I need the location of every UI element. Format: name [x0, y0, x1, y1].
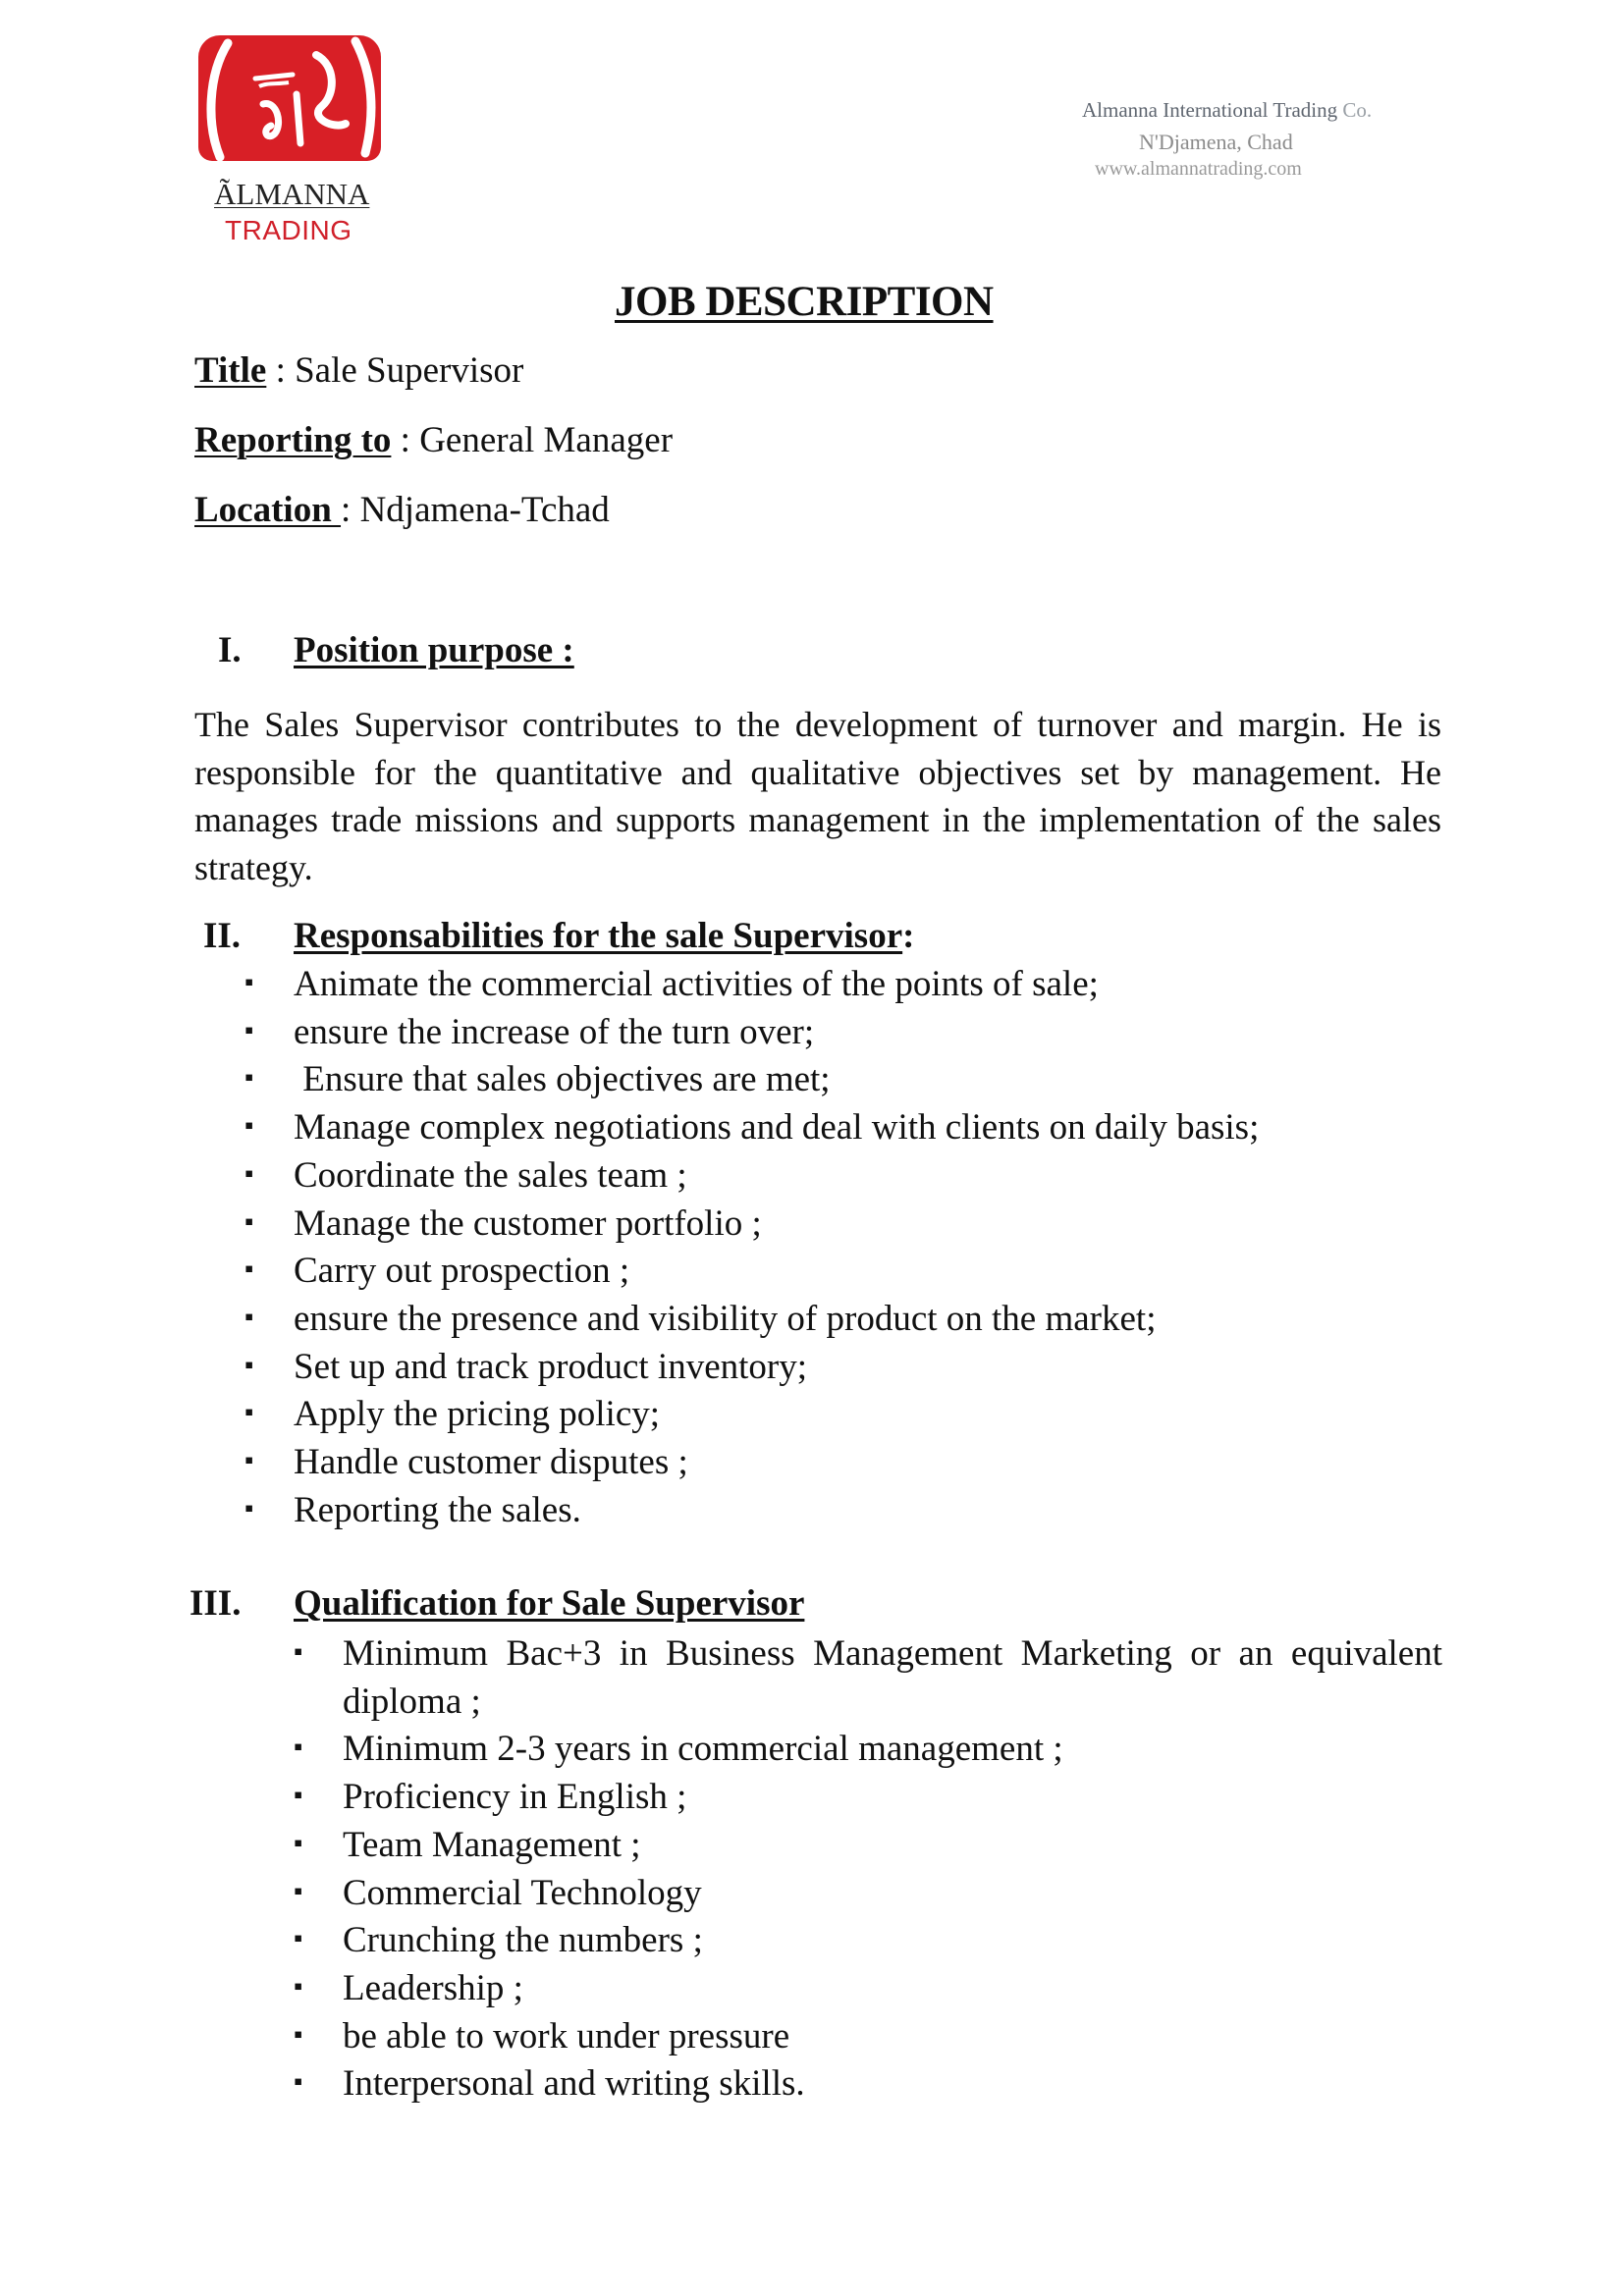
company-website[interactable]: www.almannatrading.com — [1095, 158, 1302, 180]
list-item — [244, 1009, 1259, 1057]
bullet-icon: ▪ — [244, 1302, 254, 1331]
field-value: Ndjamena-Tchad — [359, 490, 610, 530]
bullet-icon: ▪ — [294, 1781, 303, 1810]
bullet-icon: ▪ — [294, 1924, 303, 1953]
field-reporting-to — [194, 419, 673, 461]
brand-name: ÃLMANNA — [214, 177, 370, 211]
list-item — [244, 961, 1259, 1009]
list-item-text: Minimum 2-3 years in commercial management ; — [343, 1729, 1063, 1770]
list-item-text: Minimum Bac+3 in Business Management Marketing or an equivalent diploma ; — [343, 1633, 1442, 1722]
bullet-icon: ▪ — [244, 1493, 254, 1522]
section-heading-responsabilities — [294, 915, 914, 957]
company-suffix: Co. — [1342, 98, 1373, 122]
field-separator: : — [341, 490, 360, 530]
list-item-text: Interpersonal and writing skills. — [343, 2063, 805, 2105]
list-item — [294, 1870, 1442, 1918]
list-item-text: ensure the presence and visibility of product on the market; — [294, 1298, 1157, 1339]
company-name — [1082, 98, 1372, 123]
almanna-calligraphy-icon — [198, 35, 381, 161]
list-item-text: Set up and track product inventory; — [294, 1346, 808, 1387]
bullet-icon: ▪ — [244, 1446, 254, 1475]
bullet-icon: ▪ — [294, 1637, 303, 1666]
list-item — [244, 1152, 1259, 1201]
list-item — [294, 1630, 1442, 1726]
list-item-text: Coordinate the sales team ; — [294, 1154, 687, 1196]
list-item-text: Manage complex negotiations and deal with clients on daily basis; — [294, 1107, 1260, 1148]
list-item-text: Commercial Technology — [343, 1872, 702, 1913]
section-heading-text: Responsabilities for the sale Supervisor — [294, 916, 903, 956]
bullet-icon: ▪ — [294, 2019, 303, 2049]
section-heading-text: Position purpose : — [294, 630, 574, 670]
field-label: Title — [194, 350, 267, 391]
bullet-icon: ▪ — [244, 1015, 254, 1044]
section-heading-position-purpose — [294, 629, 574, 671]
list-item — [294, 2060, 1442, 2109]
section-heading-qualification — [294, 1582, 804, 1625]
position-purpose-paragraph: The Sales Supervisor contributes to the development of turnover and margin. He is responsible for the quantitative and qualitative objectives set by management. He manages trade missions and supports management in the implementation of the sales strategy. — [194, 705, 1441, 887]
list-item — [294, 1917, 1442, 1965]
list-item — [244, 1056, 1259, 1104]
field-value: Sale Supervisor — [295, 350, 524, 391]
document-title: JOB DESCRIPTION — [615, 279, 994, 325]
list-item — [294, 1965, 1442, 2013]
list-item — [244, 1248, 1259, 1296]
bullet-icon: ▪ — [244, 1063, 254, 1093]
list-item — [294, 1774, 1442, 1822]
field-title — [194, 349, 523, 392]
qualifications-list — [294, 1630, 1442, 2109]
bullet-icon: ▪ — [244, 1158, 254, 1188]
list-item-text: Reporting the sales. — [294, 1489, 581, 1530]
bullet-icon: ▪ — [294, 1876, 303, 1905]
bullet-icon: ▪ — [294, 1828, 303, 1857]
list-item-text: Proficiency in English ; — [343, 1777, 687, 1818]
list-item-text: be able to work under pressure — [343, 2015, 790, 2056]
bullet-icon: ▪ — [244, 1111, 254, 1141]
bullet-icon: ▪ — [294, 1971, 303, 2001]
section-number: II. — [203, 916, 242, 956]
list-item-text: Carry out prospection ; — [294, 1251, 630, 1292]
list-item-text: Manage the customer portfolio ; — [294, 1202, 762, 1244]
list-item — [244, 1296, 1259, 1344]
field-label: Reporting to — [194, 420, 392, 460]
bullet-icon: ▪ — [294, 2067, 303, 2097]
list-item-text: Team Management ; — [343, 1824, 641, 1865]
section-number: I. — [218, 630, 242, 670]
section-heading-suffix: : — [902, 916, 915, 956]
field-separator: : — [266, 350, 296, 391]
bullet-icon: ▪ — [244, 1398, 254, 1427]
list-item-text: ensure the increase of the turn over; — [294, 1011, 815, 1052]
list-item-text: Animate the commercial activities of the points of sale; — [294, 964, 1099, 1004]
list-item-text: Crunching the numbers ; — [343, 1920, 703, 1961]
list-item-text: Apply the pricing policy; — [294, 1394, 661, 1435]
list-item-text: Ensure that sales objectives are met; — [294, 1059, 831, 1100]
bullet-icon: ▪ — [244, 968, 254, 996]
bullet-icon: ▪ — [244, 1206, 254, 1236]
field-location — [194, 489, 610, 531]
company-name-text: Almanna International Trading — [1082, 98, 1338, 122]
list-item — [244, 1391, 1259, 1439]
list-item — [244, 1344, 1259, 1392]
company-logo — [198, 35, 381, 161]
section-heading-text: Qualification for Sale Supervisor — [294, 1583, 805, 1624]
list-item — [244, 1104, 1260, 1152]
field-value: General Manager — [419, 420, 674, 460]
brand-subtitle: TRADING — [225, 215, 352, 245]
bullet-icon: ▪ — [294, 1733, 303, 1762]
list-item-text: Leadership ; — [343, 1967, 523, 2008]
list-item — [244, 1487, 1259, 1535]
list-item — [294, 1726, 1442, 1774]
field-label: Location — [194, 490, 342, 530]
bullet-icon: ▪ — [244, 1350, 254, 1379]
responsibilities-list — [244, 961, 1260, 1534]
field-separator: : — [391, 420, 420, 460]
bullet-icon: ▪ — [244, 1255, 254, 1284]
list-item — [244, 1201, 1259, 1249]
list-item-text: Handle customer disputes ; — [294, 1442, 688, 1483]
section-number: III. — [189, 1583, 242, 1624]
company-city: N'Djamena, Chad — [1139, 130, 1293, 154]
list-item — [294, 2013, 1442, 2061]
list-item — [294, 1822, 1442, 1870]
list-item — [244, 1439, 1259, 1487]
